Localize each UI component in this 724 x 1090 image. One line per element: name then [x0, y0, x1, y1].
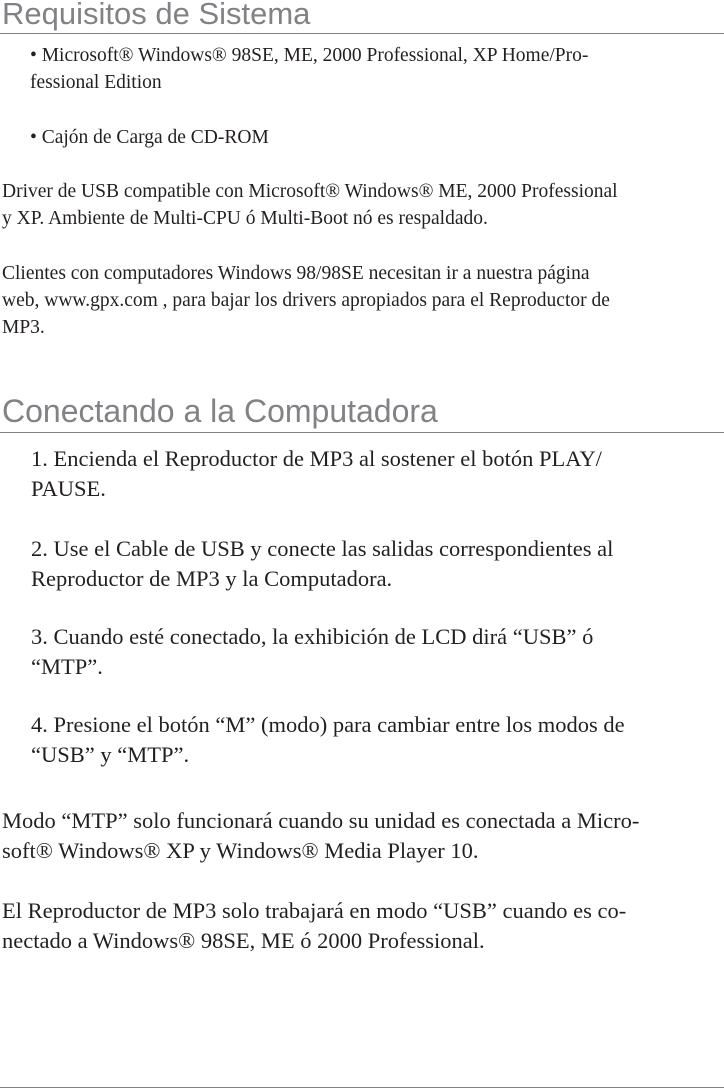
- footer-rule: [0, 1087, 724, 1088]
- requirement-bullet-cdrom: • Cajón de Carga de CD-ROM: [30, 127, 269, 148]
- section-divider: [0, 432, 724, 433]
- usb-mode-note: El Reproductor de MP3 solo trabajará en modo “USB” cuando es co- nectado a Windows® 98SE, ME ó 2000 Professional.: [2, 898, 627, 953]
- windows98-clients-paragraph: Clientes con computadores Windows 98/98SE necesitan ir a nuestra página web, www.gpx.com , para bajar los drivers apropiados para el Reproductor de MP3.: [2, 263, 610, 338]
- section-divider: [0, 33, 724, 34]
- section-title-conectando: Conectando a la Computadora: [2, 393, 438, 429]
- mtp-mode-note: Modo “MTP” solo funcionará cuando su unidad es conectada a Micro- soft® Windows® XP y Windows® Media Player 10.: [2, 808, 640, 863]
- step-2: 2. Use el Cable de USB y conecte las salidas correspondientes al Reproductor de MP3 y la Computadora.: [31, 536, 614, 591]
- usb-driver-paragraph: Driver de USB compatible con Microsoft® Windows® ME, 2000 Professional y XP. Ambiente de Multi-CPU ó Multi-Boot nó es respaldado.: [2, 181, 618, 229]
- step-3: 3. Cuando esté conectado, la exhibición de LCD dirá “USB” ó “MTP”.: [31, 624, 594, 679]
- step-4: 4. Presione el botón “M” (modo) para cambiar entre los modos de “USB” y “MTP”.: [31, 712, 625, 767]
- requirement-bullet-os: • Microsoft® Windows® 98SE, ME, 2000 Professional, XP Home/Pro- fessional Edition: [30, 45, 589, 93]
- section-title-requisitos: Requisitos de Sistema: [2, 0, 311, 31]
- step-1: 1. Encienda el Reproductor de MP3 al sostener el botón PLAY/ PAUSE.: [31, 446, 602, 501]
